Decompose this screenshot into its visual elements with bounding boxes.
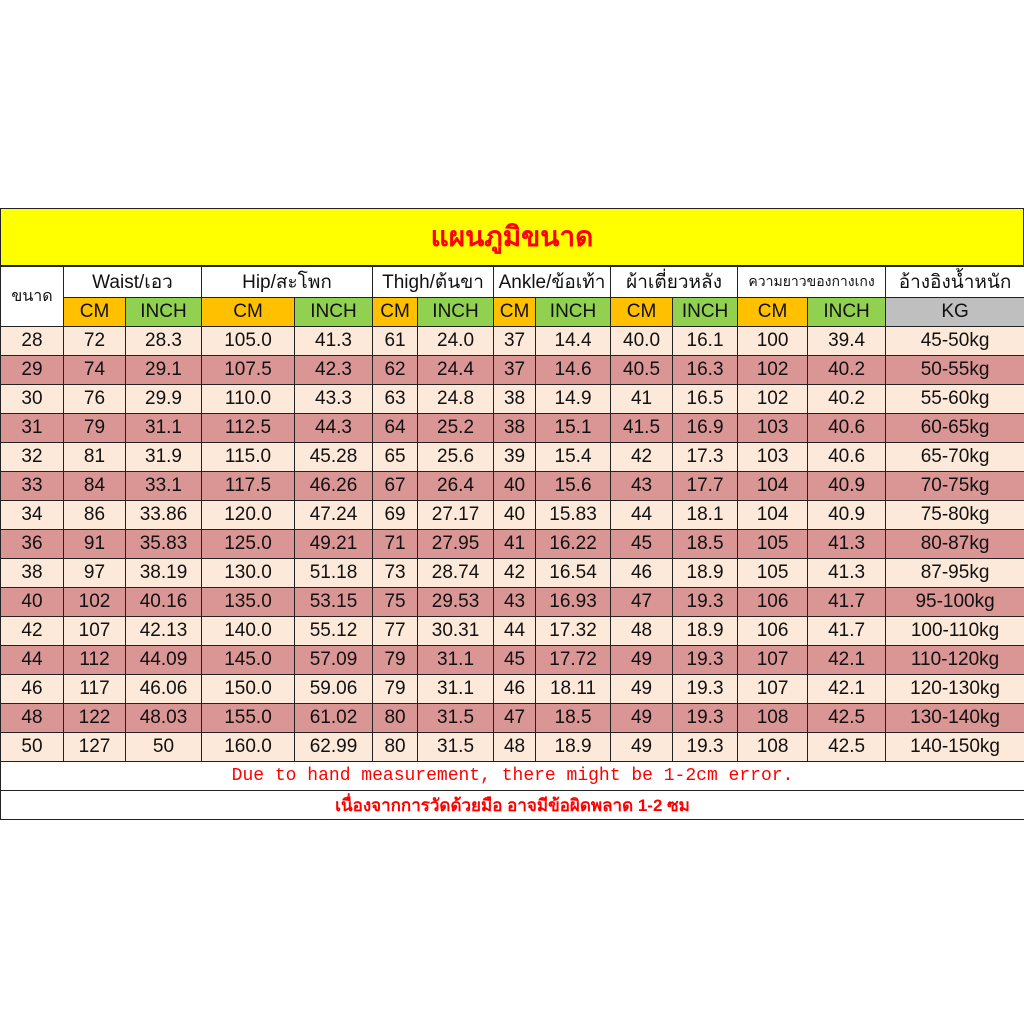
cell-rise-cm: 43 <box>611 472 673 501</box>
cell-length-inch: 39.4 <box>808 327 886 356</box>
cell-hip-cm: 117.5 <box>202 472 295 501</box>
cell-length-cm: 107 <box>738 675 808 704</box>
unit-cm-header: CM <box>64 298 126 327</box>
size-column-header: ขนาด <box>1 267 64 327</box>
cell-hip-cm: 112.5 <box>202 414 295 443</box>
cell-length-cm: 102 <box>738 356 808 385</box>
table-row <box>1 559 1024 588</box>
cell-ankle-cm: 47 <box>494 704 536 733</box>
cell-thigh-cm: 79 <box>373 646 418 675</box>
cell-hip-cm: 145.0 <box>202 646 295 675</box>
cell-thigh-cm: 65 <box>373 443 418 472</box>
table-row <box>1 530 1024 559</box>
cell-rise-cm: 45 <box>611 530 673 559</box>
cell-rise-inch: 18.1 <box>673 501 738 530</box>
cell-thigh-cm: 80 <box>373 704 418 733</box>
cell-ankle-cm: 42 <box>494 559 536 588</box>
cell-rise-cm: 47 <box>611 588 673 617</box>
cell-rise-inch: 18.9 <box>673 559 738 588</box>
cell-weight-kg: 45-50kg <box>886 327 1024 356</box>
cell-size: 29 <box>1 356 64 385</box>
cell-length-inch: 40.6 <box>808 414 886 443</box>
cell-ankle-inch: 16.93 <box>536 588 611 617</box>
cell-rise-cm: 49 <box>611 704 673 733</box>
cell-ankle-cm: 40 <box>494 501 536 530</box>
cell-waist-inch: 35.83 <box>126 530 202 559</box>
cell-thigh-cm: 64 <box>373 414 418 443</box>
cell-ankle-cm: 48 <box>494 733 536 762</box>
cell-hip-inch: 42.3 <box>295 356 373 385</box>
cell-thigh-inch: 31.5 <box>418 704 494 733</box>
cell-weight-kg: 100-110kg <box>886 617 1024 646</box>
cell-hip-inch: 43.3 <box>295 385 373 414</box>
cell-hip-cm: 155.0 <box>202 704 295 733</box>
cell-weight-kg: 50-55kg <box>886 356 1024 385</box>
table-row <box>1 617 1024 646</box>
cell-hip-inch: 47.24 <box>295 501 373 530</box>
table-row <box>1 472 1024 501</box>
cell-thigh-inch: 27.95 <box>418 530 494 559</box>
table-row <box>1 588 1024 617</box>
cell-length-inch: 42.5 <box>808 733 886 762</box>
cell-waist-cm: 127 <box>64 733 126 762</box>
length-header: ความยาวของกางเกง <box>738 267 886 298</box>
cell-length-inch: 40.9 <box>808 472 886 501</box>
cell-length-cm: 106 <box>738 588 808 617</box>
weight-header: อ้างอิงน้ำหนัก <box>886 267 1024 298</box>
cell-thigh-inch: 24.4 <box>418 356 494 385</box>
cell-rise-cm: 41.5 <box>611 414 673 443</box>
cell-thigh-inch: 24.0 <box>418 327 494 356</box>
table-row <box>1 443 1024 472</box>
cell-waist-cm: 117 <box>64 675 126 704</box>
unit-cm-header: CM <box>373 298 418 327</box>
cell-length-inch: 40.6 <box>808 443 886 472</box>
cell-waist-inch: 44.09 <box>126 646 202 675</box>
cell-ankle-inch: 18.5 <box>536 704 611 733</box>
thigh-header: Thigh/ต้นขา <box>373 267 494 298</box>
cell-waist-inch: 29.9 <box>126 385 202 414</box>
unit-inch-header: INCH <box>295 298 373 327</box>
note-thai: เนื่องจากการวัดด้วยมือ อาจมีข้อผิดพลาด 1-2 ซม <box>1 791 1024 820</box>
cell-waist-cm: 112 <box>64 646 126 675</box>
cell-rise-cm: 41 <box>611 385 673 414</box>
cell-rise-inch: 19.3 <box>673 646 738 675</box>
cell-rise-cm: 44 <box>611 501 673 530</box>
cell-ankle-cm: 40 <box>494 472 536 501</box>
cell-ankle-inch: 16.54 <box>536 559 611 588</box>
cell-waist-inch: 31.1 <box>126 414 202 443</box>
cell-thigh-cm: 61 <box>373 327 418 356</box>
cell-hip-inch: 51.18 <box>295 559 373 588</box>
cell-weight-kg: 75-80kg <box>886 501 1024 530</box>
cell-rise-inch: 19.3 <box>673 588 738 617</box>
table-row <box>1 414 1024 443</box>
unit-inch-header: INCH <box>536 298 611 327</box>
note-english: Due to hand measurement, there might be 1-2cm error. <box>1 762 1024 791</box>
table-row <box>1 675 1024 704</box>
cell-rise-inch: 18.9 <box>673 617 738 646</box>
header-row-groups <box>1 267 1024 298</box>
cell-length-cm: 108 <box>738 704 808 733</box>
cell-length-inch: 42.1 <box>808 646 886 675</box>
cell-length-cm: 100 <box>738 327 808 356</box>
cell-rise-cm: 46 <box>611 559 673 588</box>
cell-ankle-inch: 15.4 <box>536 443 611 472</box>
cell-rise-inch: 19.3 <box>673 733 738 762</box>
size-chart <box>0 208 1024 820</box>
cell-rise-cm: 49 <box>611 675 673 704</box>
cell-size: 46 <box>1 675 64 704</box>
chart-title: แผนภูมิขนาด <box>0 208 1024 266</box>
cell-hip-cm: 110.0 <box>202 385 295 414</box>
cell-weight-kg: 95-100kg <box>886 588 1024 617</box>
cell-waist-inch: 33.1 <box>126 472 202 501</box>
table-row <box>1 356 1024 385</box>
size-table <box>0 266 1024 820</box>
cell-ankle-cm: 41 <box>494 530 536 559</box>
cell-hip-inch: 44.3 <box>295 414 373 443</box>
cell-size: 30 <box>1 385 64 414</box>
cell-thigh-inch: 31.1 <box>418 646 494 675</box>
rise-header: ผ้าเตี่ยวหลัง <box>611 267 738 298</box>
cell-length-cm: 105 <box>738 530 808 559</box>
cell-ankle-inch: 18.11 <box>536 675 611 704</box>
cell-thigh-inch: 28.74 <box>418 559 494 588</box>
cell-size: 50 <box>1 733 64 762</box>
cell-weight-kg: 70-75kg <box>886 472 1024 501</box>
cell-thigh-cm: 71 <box>373 530 418 559</box>
cell-waist-inch: 33.86 <box>126 501 202 530</box>
cell-ankle-inch: 18.9 <box>536 733 611 762</box>
cell-rise-inch: 17.7 <box>673 472 738 501</box>
cell-ankle-inch: 15.6 <box>536 472 611 501</box>
cell-waist-inch: 46.06 <box>126 675 202 704</box>
cell-waist-cm: 81 <box>64 443 126 472</box>
table-row <box>1 733 1024 762</box>
cell-hip-inch: 55.12 <box>295 617 373 646</box>
cell-ankle-cm: 38 <box>494 414 536 443</box>
cell-rise-inch: 17.3 <box>673 443 738 472</box>
cell-size: 36 <box>1 530 64 559</box>
cell-waist-inch: 40.16 <box>126 588 202 617</box>
cell-length-cm: 102 <box>738 385 808 414</box>
cell-thigh-inch: 25.6 <box>418 443 494 472</box>
header-row-units <box>1 298 1024 327</box>
cell-length-cm: 106 <box>738 617 808 646</box>
cell-thigh-cm: 75 <box>373 588 418 617</box>
unit-cm-header: CM <box>738 298 808 327</box>
cell-hip-inch: 45.28 <box>295 443 373 472</box>
cell-ankle-cm: 38 <box>494 385 536 414</box>
cell-thigh-cm: 77 <box>373 617 418 646</box>
cell-waist-cm: 79 <box>64 414 126 443</box>
cell-hip-cm: 120.0 <box>202 501 295 530</box>
cell-length-inch: 41.7 <box>808 588 886 617</box>
cell-rise-cm: 48 <box>611 617 673 646</box>
cell-weight-kg: 80-87kg <box>886 530 1024 559</box>
cell-hip-cm: 140.0 <box>202 617 295 646</box>
waist-header: Waist/เอว <box>64 267 202 298</box>
cell-ankle-inch: 14.6 <box>536 356 611 385</box>
cell-rise-inch: 16.5 <box>673 385 738 414</box>
cell-waist-cm: 122 <box>64 704 126 733</box>
cell-length-inch: 40.2 <box>808 385 886 414</box>
cell-rise-inch: 16.9 <box>673 414 738 443</box>
cell-waist-inch: 38.19 <box>126 559 202 588</box>
cell-hip-inch: 46.26 <box>295 472 373 501</box>
cell-length-cm: 107 <box>738 646 808 675</box>
cell-rise-cm: 49 <box>611 733 673 762</box>
cell-hip-inch: 57.09 <box>295 646 373 675</box>
cell-waist-inch: 31.9 <box>126 443 202 472</box>
cell-waist-cm: 102 <box>64 588 126 617</box>
cell-size: 38 <box>1 559 64 588</box>
cell-length-inch: 41.3 <box>808 530 886 559</box>
cell-rise-cm: 49 <box>611 646 673 675</box>
cell-weight-kg: 140-150kg <box>886 733 1024 762</box>
cell-waist-inch: 42.13 <box>126 617 202 646</box>
cell-hip-cm: 107.5 <box>202 356 295 385</box>
cell-weight-kg: 130-140kg <box>886 704 1024 733</box>
table-row <box>1 646 1024 675</box>
size-rows <box>1 327 1024 762</box>
unit-kg-header: KG <box>886 298 1024 327</box>
cell-ankle-cm: 37 <box>494 327 536 356</box>
cell-size: 42 <box>1 617 64 646</box>
cell-length-cm: 104 <box>738 472 808 501</box>
note-row-english <box>1 762 1024 791</box>
cell-rise-inch: 19.3 <box>673 675 738 704</box>
cell-hip-cm: 115.0 <box>202 443 295 472</box>
cell-rise-cm: 42 <box>611 443 673 472</box>
cell-thigh-inch: 29.53 <box>418 588 494 617</box>
hip-header: Hip/สะโพก <box>202 267 373 298</box>
cell-size: 28 <box>1 327 64 356</box>
cell-thigh-inch: 26.4 <box>418 472 494 501</box>
cell-waist-cm: 72 <box>64 327 126 356</box>
cell-rise-inch: 16.1 <box>673 327 738 356</box>
cell-ankle-inch: 15.83 <box>536 501 611 530</box>
cell-ankle-cm: 45 <box>494 646 536 675</box>
cell-weight-kg: 120-130kg <box>886 675 1024 704</box>
unit-inch-header: INCH <box>418 298 494 327</box>
table-row <box>1 501 1024 530</box>
cell-length-cm: 103 <box>738 443 808 472</box>
cell-waist-inch: 28.3 <box>126 327 202 356</box>
table-row <box>1 327 1024 356</box>
cell-thigh-cm: 69 <box>373 501 418 530</box>
cell-thigh-inch: 31.1 <box>418 675 494 704</box>
cell-thigh-cm: 73 <box>373 559 418 588</box>
table-row <box>1 704 1024 733</box>
cell-waist-cm: 97 <box>64 559 126 588</box>
cell-thigh-inch: 25.2 <box>418 414 494 443</box>
cell-thigh-inch: 31.5 <box>418 733 494 762</box>
cell-size: 44 <box>1 646 64 675</box>
cell-waist-inch: 29.1 <box>126 356 202 385</box>
cell-weight-kg: 55-60kg <box>886 385 1024 414</box>
cell-hip-inch: 41.3 <box>295 327 373 356</box>
unit-cm-header: CM <box>202 298 295 327</box>
cell-hip-inch: 53.15 <box>295 588 373 617</box>
cell-size: 34 <box>1 501 64 530</box>
cell-thigh-cm: 67 <box>373 472 418 501</box>
cell-weight-kg: 110-120kg <box>886 646 1024 675</box>
cell-ankle-inch: 16.22 <box>536 530 611 559</box>
cell-rise-inch: 18.5 <box>673 530 738 559</box>
cell-ankle-cm: 39 <box>494 443 536 472</box>
cell-ankle-cm: 46 <box>494 675 536 704</box>
cell-ankle-cm: 44 <box>494 617 536 646</box>
cell-waist-inch: 48.03 <box>126 704 202 733</box>
note-row-thai <box>1 791 1024 820</box>
cell-length-inch: 40.2 <box>808 356 886 385</box>
cell-length-cm: 103 <box>738 414 808 443</box>
unit-inch-header: INCH <box>126 298 202 327</box>
cell-ankle-cm: 43 <box>494 588 536 617</box>
unit-inch-header: INCH <box>673 298 738 327</box>
cell-thigh-cm: 63 <box>373 385 418 414</box>
cell-ankle-inch: 15.1 <box>536 414 611 443</box>
cell-hip-cm: 105.0 <box>202 327 295 356</box>
cell-hip-cm: 125.0 <box>202 530 295 559</box>
cell-size: 48 <box>1 704 64 733</box>
cell-hip-cm: 150.0 <box>202 675 295 704</box>
cell-thigh-inch: 30.31 <box>418 617 494 646</box>
cell-waist-cm: 84 <box>64 472 126 501</box>
cell-length-cm: 104 <box>738 501 808 530</box>
ankle-header: Ankle/ข้อเท้า <box>494 267 611 298</box>
cell-waist-cm: 91 <box>64 530 126 559</box>
cell-waist-cm: 86 <box>64 501 126 530</box>
cell-ankle-inch: 17.72 <box>536 646 611 675</box>
cell-length-inch: 42.1 <box>808 675 886 704</box>
cell-ankle-cm: 37 <box>494 356 536 385</box>
cell-length-cm: 105 <box>738 559 808 588</box>
unit-inch-header: INCH <box>808 298 886 327</box>
cell-size: 33 <box>1 472 64 501</box>
cell-thigh-inch: 27.17 <box>418 501 494 530</box>
cell-rise-cm: 40.0 <box>611 327 673 356</box>
cell-hip-cm: 135.0 <box>202 588 295 617</box>
cell-hip-inch: 61.02 <box>295 704 373 733</box>
cell-size: 32 <box>1 443 64 472</box>
cell-rise-inch: 16.3 <box>673 356 738 385</box>
cell-size: 40 <box>1 588 64 617</box>
cell-waist-inch: 50 <box>126 733 202 762</box>
cell-length-inch: 42.5 <box>808 704 886 733</box>
cell-hip-inch: 59.06 <box>295 675 373 704</box>
cell-rise-cm: 40.5 <box>611 356 673 385</box>
cell-weight-kg: 60-65kg <box>886 414 1024 443</box>
cell-waist-cm: 107 <box>64 617 126 646</box>
cell-hip-cm: 130.0 <box>202 559 295 588</box>
cell-weight-kg: 65-70kg <box>886 443 1024 472</box>
cell-thigh-inch: 24.8 <box>418 385 494 414</box>
cell-ankle-inch: 14.4 <box>536 327 611 356</box>
cell-length-inch: 41.3 <box>808 559 886 588</box>
cell-thigh-cm: 79 <box>373 675 418 704</box>
cell-waist-cm: 76 <box>64 385 126 414</box>
cell-waist-cm: 74 <box>64 356 126 385</box>
cell-rise-inch: 19.3 <box>673 704 738 733</box>
unit-cm-header: CM <box>494 298 536 327</box>
cell-length-inch: 41.7 <box>808 617 886 646</box>
cell-thigh-cm: 62 <box>373 356 418 385</box>
cell-length-cm: 108 <box>738 733 808 762</box>
cell-weight-kg: 87-95kg <box>886 559 1024 588</box>
cell-hip-inch: 49.21 <box>295 530 373 559</box>
cell-hip-inch: 62.99 <box>295 733 373 762</box>
cell-thigh-cm: 80 <box>373 733 418 762</box>
table-row <box>1 385 1024 414</box>
unit-cm-header: CM <box>611 298 673 327</box>
cell-ankle-inch: 14.9 <box>536 385 611 414</box>
cell-length-inch: 40.9 <box>808 501 886 530</box>
cell-hip-cm: 160.0 <box>202 733 295 762</box>
cell-size: 31 <box>1 414 64 443</box>
cell-ankle-inch: 17.32 <box>536 617 611 646</box>
